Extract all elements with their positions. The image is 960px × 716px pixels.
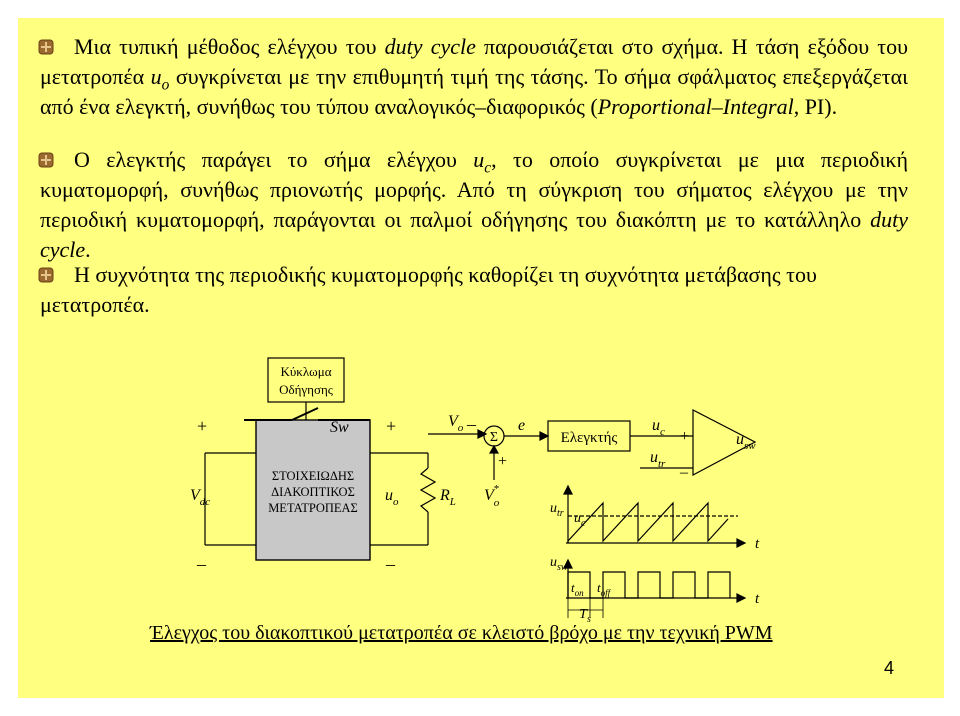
sum-plus: + <box>498 453 508 470</box>
ts-label: $T_s$ <box>579 607 591 625</box>
comp-minus: – <box>680 464 688 481</box>
error-label: e <box>518 417 526 434</box>
ton-label: $t_{on}$ <box>571 580 584 598</box>
usw-label: $u_{sw}$ <box>736 431 756 452</box>
figure-caption: Έλεγχος του διακοπτικού μετατροπέα σε κλειστό βρόχο με την τεχνική PWM <box>150 622 773 644</box>
uc-wave-label: $u_c$ <box>574 511 586 529</box>
time-label-lower: t <box>755 591 760 607</box>
converter-line1: ΣΤΟΙΧΕΙΩΔΗΣ <box>271 469 355 483</box>
vdc-minus: – <box>197 554 206 574</box>
p3-text: Η συχνότητα της περιοδικής κυματομορφής καθορίζει τη συχνότητα μετάβασης του μετατροπέα. <box>40 262 817 317</box>
vref-label: $V_o*$ <box>484 483 500 509</box>
sum-symbol: Σ <box>489 430 499 445</box>
converter-line2: ΔΙΑΚΟΠΤΙΚΟΣ <box>271 485 355 499</box>
utr-wave-label: $u_{tr}$ <box>550 501 564 519</box>
p1-duty-cycle: duty cycle <box>384 34 476 59</box>
vdc-plus: + <box>197 416 208 436</box>
drive-box-line2: Οδήγησης <box>279 382 333 397</box>
p2-duty-cycle: duty cycle <box>40 207 908 262</box>
rl-label: $R_L$ <box>440 487 456 508</box>
uo-label: $u_o$ <box>385 487 399 508</box>
p1-var-uo: $u_o$ <box>150 64 170 94</box>
p1-post: συγκρίνεται με την επιθυμητή τιμή της τάσης. Το σήμα σφάλματος επεξεργάζεται από ένα ελεγκτή, συνήθως του τύπου αναλογικός–διαφορικός ( <box>40 64 909 119</box>
controller-label: Ελεγκτής <box>560 430 618 446</box>
vo-minus: – <box>467 414 476 434</box>
usw-wave-label: $u_{sw}$ <box>550 555 568 573</box>
p2-var-uc: $u_c$ <box>473 147 492 177</box>
p1-mid: παρουσιάζεται στο σχήμα. Η τάση εξόδου του μετατροπέα <box>40 34 908 89</box>
p1-pre: Μια τυπική μέθοδος ελέγχου του <box>74 34 385 59</box>
switch-label: Sw <box>330 419 349 436</box>
toff-label: $t_{off}$ <box>597 580 611 598</box>
converter-line3: ΜΕΤΑΤΡΟΠΕΑΣ <box>268 501 358 515</box>
uo-minus: – <box>386 554 395 574</box>
page-number: 4 <box>884 658 895 678</box>
comp-plus: + <box>680 428 690 445</box>
drive-box-line1: Κύκλωμα <box>280 364 332 379</box>
vo-label: $V_o$ <box>448 413 464 434</box>
p1-end: , PI). <box>793 94 838 119</box>
uc-label: $u_c$ <box>652 417 665 438</box>
vdc-label: $V_{dc}$ <box>190 487 211 508</box>
p2-end: . <box>85 237 91 262</box>
p2-pre: Ο ελεγκτής παράγει το σήμα ελέγχου <box>74 147 474 172</box>
p1-pi-term: Proportional–Integral <box>597 94 794 119</box>
time-label-upper: t <box>755 536 760 552</box>
pulse-train <box>568 572 730 598</box>
p2-mid: , το οποίο συγκρίνεται με μια περιοδική κυματομορφή, συνήθως πριονωτής μορφής. Από τη σύγκριση του σήματος ελέγχου με την περιοδική κυματομορφή, παράγονται οι παλμοί οδήγησης του διακόπτη με το κατάλληλο <box>40 147 908 232</box>
load-resistor <box>421 468 435 512</box>
uo-plus: + <box>386 416 397 436</box>
utr-label: $u_{tr}$ <box>650 449 666 470</box>
sawtooth-wave <box>568 503 728 543</box>
